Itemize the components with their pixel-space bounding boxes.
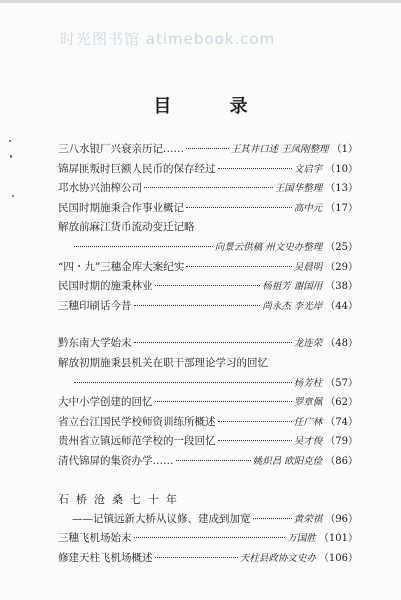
toc-entry-page: （1）	[331, 144, 358, 155]
toc-entry-author: 吴才俊	[293, 436, 323, 448]
toc-entry-page: （74）	[325, 416, 358, 428]
toc-entry-page: （48）	[325, 338, 358, 350]
toc-entry-page: （29）	[325, 261, 358, 273]
toc-entry	[58, 297, 358, 317]
toc-group-education	[58, 334, 358, 471]
toc-entry-title: 省立台江国民学校师资训练所概述	[58, 415, 216, 428]
toc-entry	[58, 179, 358, 199]
watermark: 时光图书馆 atimebook.com	[60, 30, 276, 48]
toc-entry-author: 黄荣祺	[293, 513, 323, 525]
toc-entry-title: 黔东南大学始末	[58, 337, 132, 350]
toc-entry-title: “四・九”三穗金库大案纪实	[58, 260, 185, 273]
toc-entry-title: 修建天柱飞机场概述	[58, 551, 153, 564]
table-of-contents	[58, 140, 358, 568]
toc-entry-author: 杨祖芳 谢国用	[262, 281, 323, 293]
toc-entry-author: 高中元	[293, 202, 323, 214]
toc-entry-title: 贵州省立镇远师范学校的一段回忆	[58, 435, 216, 448]
toc-entry	[58, 354, 358, 374]
toc-entry-title: 清代锦屏的集资办学……	[58, 454, 174, 467]
toc-entry-page: （13）	[325, 183, 358, 195]
toc-group-transport	[58, 510, 358, 569]
dot-leader	[186, 266, 292, 267]
toc-entry	[58, 218, 358, 238]
dot-leader	[134, 342, 292, 343]
toc-entry	[58, 549, 358, 569]
toc-entry-title: 邛水协兴油榨公司	[58, 182, 142, 195]
toc-entry-title: 解放初期施秉县机关在职干部理论学习的回忆	[58, 356, 268, 369]
dot-leader	[218, 440, 292, 441]
toc-entry-author: 向景云供稿 州文史办整理	[214, 241, 323, 253]
toc-entry	[58, 393, 358, 413]
dot-leader	[218, 168, 292, 169]
dot-leader	[74, 246, 213, 247]
toc-entry	[58, 334, 358, 354]
dot-leader	[176, 460, 251, 461]
toc-entry-title: 解放前麻江货币流动变迁记略	[58, 221, 195, 234]
dot-leader	[253, 518, 292, 519]
section-heading: 石桥沧桑七十年	[58, 492, 184, 506]
toc-entry-title: 大中小学创建的回忆	[58, 396, 153, 409]
toc-entry-page: （44）	[325, 300, 358, 312]
toc-entry-title: 三穗飞机场始末	[58, 532, 132, 545]
toc-entry	[58, 199, 358, 219]
dot-leader	[155, 557, 238, 558]
toc-entry-title: 锦屏匪叛时巨额人民币的保存经过	[58, 162, 216, 175]
toc-entry	[58, 374, 358, 394]
dot-leader	[74, 382, 292, 383]
dot-leader	[134, 305, 261, 306]
toc-entry-page: （96）	[325, 513, 358, 525]
toc-entry-author: 吴晨明	[293, 261, 323, 273]
scan-edge	[0, 0, 401, 3]
toc-entry-page: （38）	[325, 281, 358, 293]
toc-entry-author: 杨芳柱	[293, 377, 323, 389]
toc-entry	[58, 258, 358, 278]
dot-leader	[186, 207, 292, 208]
toc-entry-page: （86）	[325, 455, 358, 467]
toc-entry-author: 任广林	[293, 416, 323, 428]
page-title: 目 录	[153, 96, 274, 117]
toc-entry-author: 万国胜	[287, 533, 316, 545]
toc-entry	[58, 140, 358, 160]
toc-entry-author: 龙连荣	[293, 338, 323, 350]
toc-entry-title: 三穗印刷话今昔	[58, 299, 132, 312]
dot-leader	[144, 187, 273, 188]
dot-leader	[218, 421, 292, 422]
toc-entry-author: 尚永杰 李光岸	[262, 300, 323, 312]
toc-entry-author: 天柱县政协文史办	[239, 552, 316, 564]
toc-entry-page: （10）	[325, 163, 358, 175]
toc-entry-author: 姚炽昌 欧阳克俭	[252, 455, 323, 467]
toc-entry-title: 三八水银厂兴衰亲历记……	[58, 143, 184, 155]
toc-entry-page: （25）	[325, 241, 358, 253]
toc-entry-author: 王国华整理	[274, 183, 323, 195]
toc-entry-title: 民国时期施秉合作事业概记	[58, 201, 184, 214]
toc-entry-page: （106）	[318, 552, 358, 564]
dot-leader	[134, 537, 286, 538]
toc-entry	[58, 452, 358, 472]
toc-entry-author: 罗章佩	[293, 397, 323, 409]
toc-entry	[58, 238, 358, 258]
toc-entry	[58, 277, 358, 297]
toc-group-economy	[58, 140, 358, 316]
toc-entry-page: （101）	[318, 533, 358, 545]
toc-entry	[58, 432, 358, 452]
toc-entry-author: 文启宇	[293, 163, 323, 175]
dot-leader	[186, 148, 229, 149]
toc-entry-title: ——记镇远新大桥从议修、建成到加宽	[72, 512, 251, 525]
toc-entry	[58, 160, 358, 180]
toc-entry	[58, 529, 358, 549]
toc-entry-page: （17）	[325, 202, 358, 214]
toc-entry-page: （57）	[325, 377, 358, 389]
dot-leader	[155, 285, 261, 286]
toc-entry-page: （79）	[325, 436, 358, 448]
toc-entry-page: （62）	[325, 397, 358, 409]
toc-entry-author: 王其井口述 王凤刚整理	[230, 144, 329, 155]
toc-entry	[58, 510, 358, 530]
toc-entry-title: 民国时期的施秉林业	[58, 280, 153, 293]
toc-entry	[58, 413, 358, 433]
dot-leader	[155, 401, 292, 402]
